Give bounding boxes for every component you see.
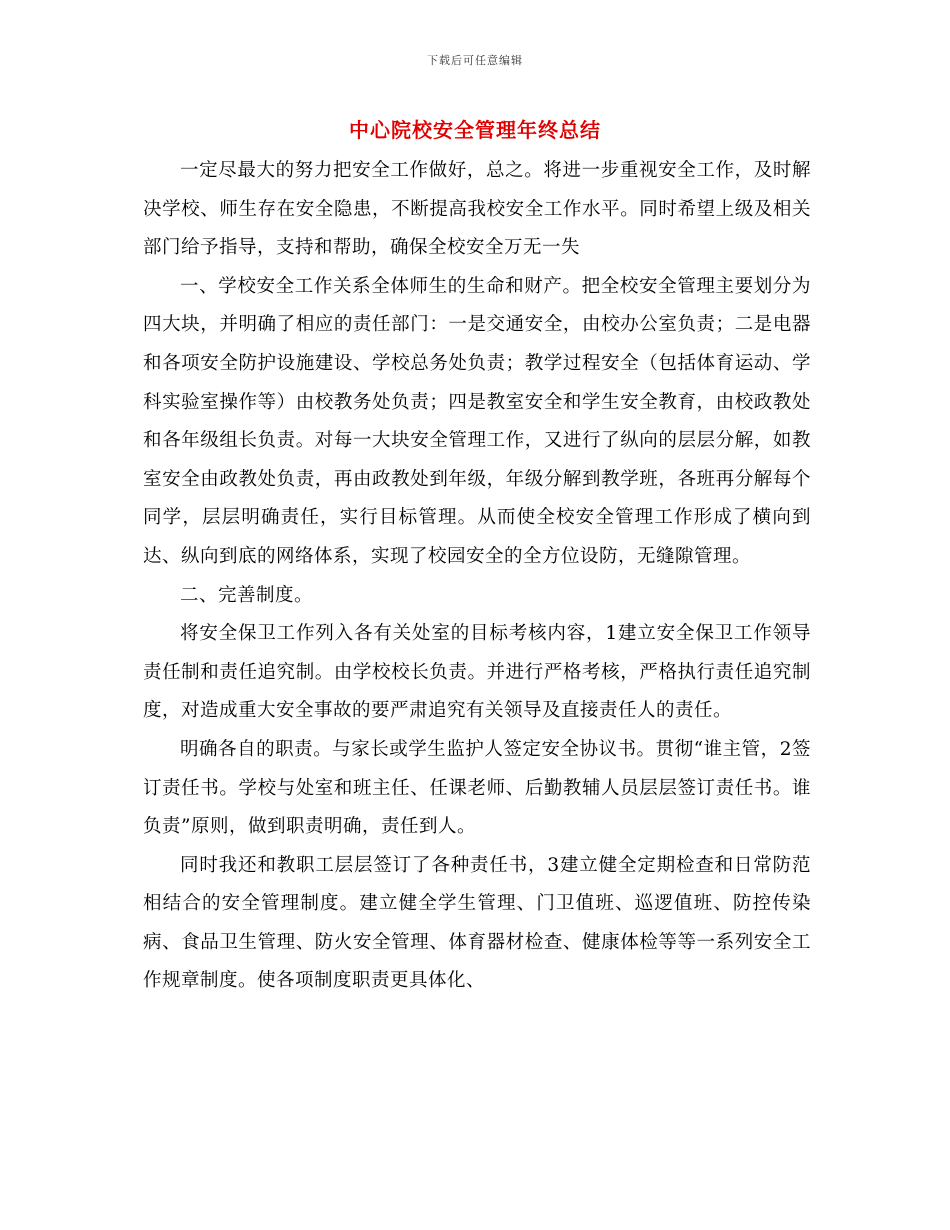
section-heading: 二、完善制度。: [180, 584, 314, 606]
header-note: 下载后可任意编辑: [427, 54, 523, 67]
paragraph: 一定尽最大的努力把安全工作做好，总之。将进一步重视安全工作，及时解决学校、师生存在安全隐患，不断提高我校安全工作水平。同时希望上级及相关部门给予指导，支持和帮助，确保全校安全万无一失: [143, 160, 811, 259]
paragraph: 一、学校安全工作关系全体师生的生命和财产。把全校安全管理主要划分为四大块，并明确了相应的责任部门：一是交通安全，由校办公室负责；二是电器和各项安全防护设施建设、学校总务处负责；教学过程安全（包括体育运动、学科实验室操作等）由校教务处负责；四是教室安全和学生安全教育，由校政教处和各年级组长负责。对每一大块安全管理工作，又进行了纵向的层层分解，如教室安全由政教处负责，再由政教处到年级，年级分解到教学班，各班再分解每个同学，层层明确责任，实行目标管理。从而使全校安全管理工作形成了横向到达、纵向到底的网络体系，实现了校园安全的全方位设防，无缝隙管理。: [143, 275, 811, 567]
document-body: [143, 152, 811, 1001]
paragraph: 明确各自的职责。与家长或学生监护人签定安全协议书。贯彻“谁主管，2签订责任书。学校与处室和班主任、任课老师、后勤教辅人员层层签订责任书。谁负责”原则，做到职责明确，责任到人。: [143, 738, 811, 838]
paragraph: 将安全保卫工作列入各有关处室的目标考核内容，1建立安全保卫工作领导责任制和责任追究制。由学校校长负责。并进行严格考核，严格执行责任追究制度，对造成重大安全事故的要严肃追究有关领导及直接责任人的责任。: [143, 623, 811, 722]
document-title: 中心院校安全管理年终总结: [349, 118, 601, 142]
paragraph: 同时我还和教职工层层签订了各种责任书，3建立健全定期检查和日常防范相结合的安全管理制度。建立健全学生管理、门卫值班、巡逻值班、防控传染病、食品卫生管理、防火安全管理、体育器材检查、健康体检等等一系列安全工作规章制度。使各项制度职责更具体化、: [143, 854, 811, 992]
